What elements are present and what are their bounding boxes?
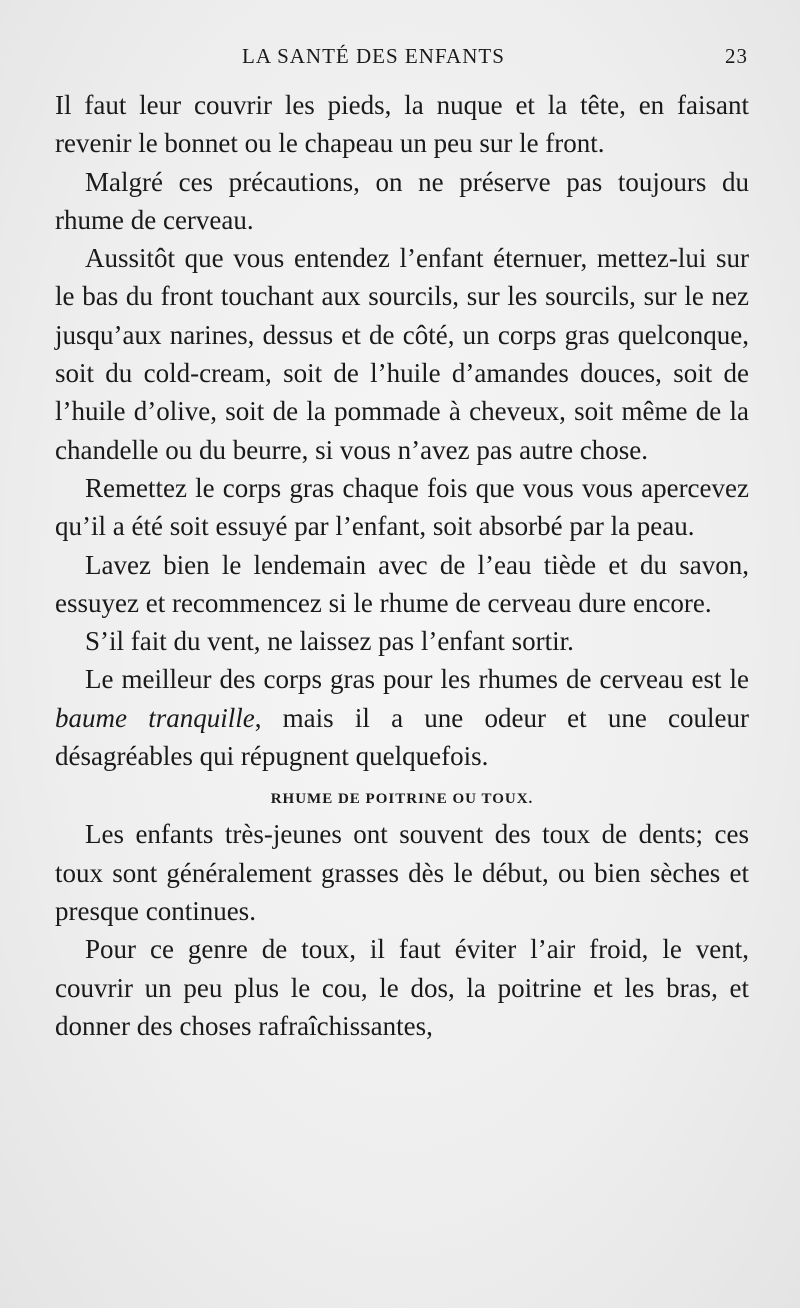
paragraph: Les enfants très-jeunes ont souvent des toux de dents; ces toux sont généralement grasses dès le début, ou bien sèches et presque continues. [55, 819, 749, 926]
paragraph: Aussitôt que vous entendez l’enfant éternuer, mettez-lui sur le bas du front touchant aux sourcils, sur les sourcils, sur le nez jusqu’aux narines, dessus et de côté, un corps gras quelconque, soit du cold-cream, soit de l’huile d’amandes douces, soit de l’huile d’olive, soit de la pommade à cheveux, soit même de la chandelle ou du beurre, si vous n’avez pas autre chose. [55, 243, 749, 465]
page-body [55, 86, 749, 1045]
paragraph-text: , mais il a une odeur et une couleur désagréables qui répugnent quelquefois. [55, 702, 750, 772]
paragraph: Pour ce genre de toux, il faut éviter l’air froid, le vent, couvrir un peu plus le cou, le dos, la poitrine et les bras, et donner des choses rafraîchissantes, [55, 934, 749, 1041]
paragraph [55, 660, 749, 775]
page-header [56, 44, 748, 74]
running-title: LA SANTÉ DES ENFANTS [242, 44, 505, 68]
paragraph: Remettez le corps gras chaque fois que vous vous apercevez qu’il a été soit essuyé par l’enfant, soit absorbé par la peau. [55, 472, 749, 542]
paragraph-text: Le meilleur des corps gras pour les rhumes de cerveau est le [85, 664, 749, 695]
paragraph: S’il fait du vent, ne laissez pas l’enfant sortir. [85, 626, 574, 657]
section-heading: RHUME DE POITRINE OU TOUX. [270, 791, 534, 808]
paragraph: Lavez bien le lendemain avec de l’eau tiède et du savon, essuyez et recommencez si le rhume de cerveau dure encore. [55, 549, 749, 618]
italic-term: baume tranquille [55, 702, 255, 733]
paragraph: Il faut leur couvrir les pieds, la nuque et la tête, en faisant revenir le bonnet ou le chapeau un peu sur le front. [55, 90, 749, 159]
page-number: 23 [725, 44, 748, 68]
paragraph: Malgré ces précautions, on ne préserve pas toujours du rhume de cerveau. [55, 166, 749, 235]
